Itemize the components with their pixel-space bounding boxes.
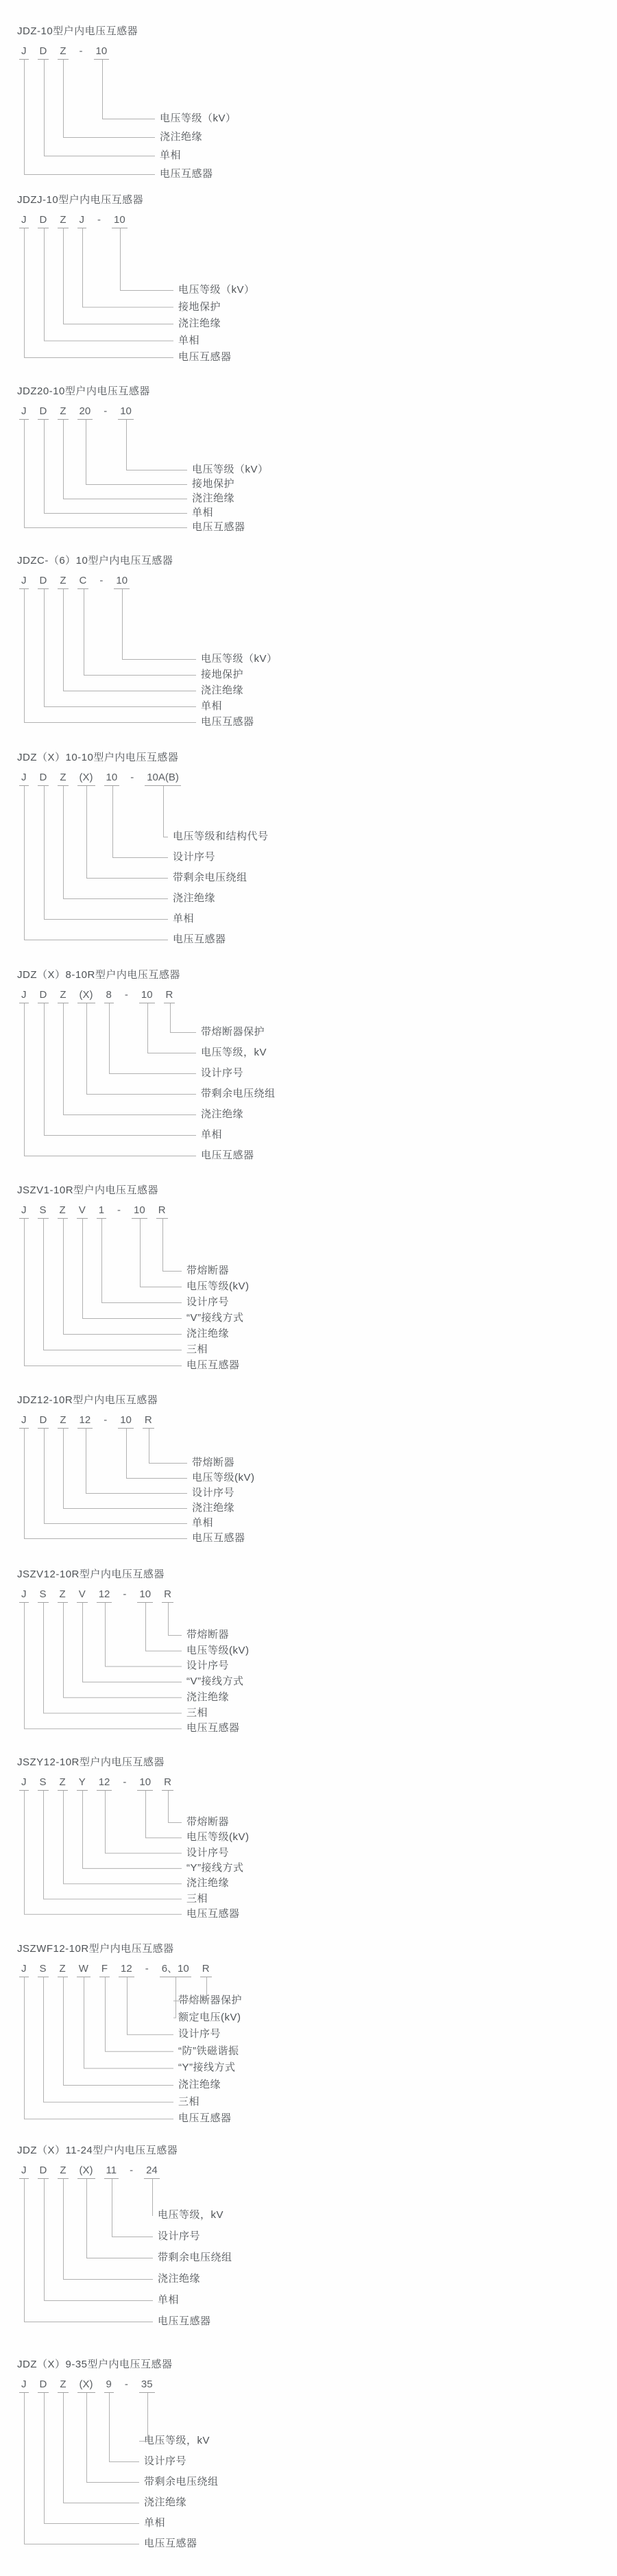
connector-line (25, 420, 188, 528)
connector-line (173, 1977, 176, 2018)
connector-line (164, 786, 169, 837)
code-meaning-label: 带剩余电压绕组 (158, 2252, 232, 2263)
code-meaning-label: 三相 (178, 2095, 200, 2108)
connector-line (64, 1791, 182, 1884)
code-token: J (19, 1776, 29, 1791)
code-meaning-label: 设计序号 (173, 851, 216, 863)
connector-line (64, 228, 174, 324)
code-token: J (19, 1963, 29, 1977)
code-meaning-label: 浇注绝缘 (186, 1877, 230, 1889)
code-meaning-label: 电压等级(kV) (186, 1644, 250, 1656)
code-token: (X) (77, 989, 95, 1003)
connector-lines (17, 1429, 192, 1541)
code-token: R (164, 989, 176, 1003)
code-token: J (19, 772, 29, 786)
connector-line (106, 1603, 182, 1667)
code-meaning-label: “V”接线方式 (186, 1312, 244, 1324)
model-section (17, 193, 607, 363)
connector-line (123, 589, 197, 660)
code-meaning-label: 单相 (192, 1517, 214, 1529)
code-separator: - (123, 1588, 127, 1600)
code-meaning-label: 浇注绝缘 (158, 2273, 201, 2285)
connector-line (25, 786, 169, 940)
model-section (17, 25, 607, 180)
connector-line (25, 1429, 188, 1539)
connector-line (64, 589, 197, 691)
connector-line (128, 1977, 174, 2035)
code-meaning-label: 浇注绝缘 (192, 1502, 235, 1514)
code-meaning-label: 电压互感器 (201, 1149, 254, 1161)
section-title: JSZV12-10R型户内电压互感器 (17, 1569, 165, 1580)
code-token: 10A(B) (145, 772, 181, 786)
code-meaning-label: “Y”接线方式 (186, 1861, 244, 1874)
code-separator: - (79, 45, 83, 57)
code-token: Z (58, 575, 68, 589)
connector-line (163, 1219, 182, 1272)
code-meaning-label: 带熔断器保护 (201, 1026, 265, 1038)
code-meaning-label: 带剩余电压绕组 (173, 872, 247, 883)
code-meaning-label: 带熔断器 (192, 1457, 235, 1468)
connector-line (64, 60, 156, 138)
code-token: Z (58, 45, 68, 60)
code-meaning-label: 设计序号 (186, 1660, 230, 1672)
code-token: V (77, 1588, 88, 1603)
code-meaning-label: 电压等级，kV (158, 2209, 224, 2221)
code-token: 10 (132, 1204, 147, 1219)
connector-line (127, 420, 188, 470)
code-meaning-label: 带剩余电压绕组 (201, 1088, 276, 1099)
code-token: 12 (119, 1963, 134, 1977)
code-token: D (38, 989, 49, 1003)
section-title: JSZV1-10R型户内电压互感器 (17, 1184, 159, 1196)
connector-lines (17, 228, 178, 360)
code-token: J (19, 1588, 29, 1603)
model-code-row (19, 772, 181, 786)
code-token: C (77, 575, 89, 589)
connector-lines (17, 1977, 178, 2122)
code-meaning-label: 单相 (173, 913, 195, 925)
code-meaning-label: 接地保护 (201, 669, 244, 680)
connector-line (25, 1219, 182, 1366)
connector-line (87, 2393, 140, 2483)
model-code-row (19, 2164, 160, 2179)
connector-line (102, 1219, 182, 1303)
model-section (17, 751, 607, 945)
code-meaning-label: 带熔断器保护 (178, 1994, 243, 2006)
code-meaning-label: 浇注绝缘 (178, 2079, 221, 2090)
connector-lines (17, 1003, 201, 1158)
connector-line (64, 1977, 174, 2086)
code-token: 10 (118, 405, 134, 420)
code-meaning-label: 单相 (192, 507, 214, 518)
connector-line (64, 1429, 188, 1509)
code-token: J (19, 405, 29, 420)
code-token: (X) (77, 772, 95, 786)
code-token: 10 (137, 1588, 153, 1603)
connector-line (87, 786, 169, 879)
code-meaning-label: 设计序号 (192, 1487, 235, 1499)
connector-line (25, 2393, 140, 2544)
connector-lines (17, 786, 173, 942)
connector-line (64, 786, 169, 899)
code-meaning-label: 电压互感器 (158, 2315, 211, 2327)
code-meaning-label: 电压互感器 (178, 351, 232, 363)
code-separator: - (130, 772, 134, 783)
code-token: 1 (97, 1204, 106, 1219)
code-meaning-label: 浇注绝缘 (201, 1108, 244, 1120)
code-meaning-label: 电压等级(kV) (192, 1472, 255, 1483)
section-title: JDZ（X）11-24型户内电压互感器 (17, 2145, 178, 2156)
code-meaning-label: 浇注绝缘 (178, 318, 221, 329)
code-meaning-label: 电压等级（kV） (201, 653, 278, 665)
connector-line (113, 786, 169, 858)
code-meaning-label: 电压互感器 (192, 521, 245, 533)
code-token: F (99, 1963, 110, 1977)
code-meaning-label: 设计序号 (144, 2455, 187, 2467)
code-token: J (19, 214, 29, 228)
code-token: R (200, 1963, 212, 1977)
connector-line (44, 1219, 182, 1350)
connector-line (141, 1219, 182, 1287)
code-meaning-label: 单相 (158, 2294, 180, 2306)
code-token: J (19, 989, 29, 1003)
connector-line (146, 1603, 182, 1651)
code-token: 10 (114, 575, 130, 589)
connector-line (64, 420, 188, 499)
connector-lines (17, 420, 192, 530)
code-separator: - (99, 575, 104, 586)
code-token: 35 (139, 2378, 155, 2393)
code-token: Z (58, 2164, 68, 2179)
code-meaning-label: 电压互感器 (173, 933, 226, 945)
connector-line (45, 2179, 154, 2301)
code-token: R (156, 1204, 168, 1219)
code-token: W (77, 1963, 90, 1977)
code-token: S (38, 1776, 49, 1791)
code-meaning-label: 电压等级，kV (144, 2435, 210, 2446)
model-code-row (19, 214, 128, 228)
connector-lines (17, 1603, 186, 1732)
code-token: 20 (77, 405, 93, 420)
connector-line (44, 1977, 174, 2102)
code-token: Z (58, 1963, 68, 1977)
model-section (17, 1942, 607, 2125)
code-meaning-label: 带熔断器 (186, 1629, 230, 1641)
connector-line (64, 1603, 182, 1697)
code-meaning-label: 接地保护 (192, 478, 235, 490)
connector-line (146, 1791, 182, 1838)
connector-line (103, 60, 156, 119)
section-title: JSZWF12-10R型户内电压互感器 (17, 1943, 174, 1955)
code-meaning-label: 接地保护 (178, 300, 221, 313)
model-code-row (19, 45, 109, 60)
code-token: R (143, 1414, 154, 1429)
section-title: JSZY12-10R型户内电压互感器 (17, 1756, 165, 1768)
code-meaning-label: 浇注绝缘 (144, 2496, 187, 2508)
code-meaning-label: 单相 (201, 1129, 223, 1141)
code-meaning-label: 电压互感器 (178, 2112, 232, 2125)
model-code-row (19, 1204, 168, 1219)
connector-line (87, 1003, 197, 1095)
code-separator: - (104, 405, 108, 417)
model-code-row (19, 1414, 154, 1429)
code-token: S (38, 1204, 49, 1219)
connector-line (110, 2393, 140, 2462)
connector-line (106, 1977, 174, 2051)
connector-lines (17, 60, 160, 177)
model-code-row (19, 989, 175, 1003)
code-separator: - (124, 989, 128, 1001)
code-meaning-label: 电压等级(kV) (186, 1831, 250, 1844)
code-separator: - (123, 1776, 127, 1788)
code-meaning-label: 设计序号 (158, 2230, 201, 2242)
code-meaning-label: 三相 (186, 1892, 208, 1905)
connector-line (153, 2179, 154, 2216)
code-meaning-label: 设计序号 (186, 1296, 230, 1308)
code-meaning-label: 单相 (160, 150, 182, 161)
connector-line (45, 786, 169, 920)
connector-line (25, 589, 197, 723)
connector-line (64, 1003, 197, 1115)
model-code-row (19, 1588, 173, 1603)
code-token: J (77, 214, 87, 228)
connector-line (45, 60, 156, 156)
model-section (17, 1394, 607, 1544)
code-token: J (19, 575, 29, 589)
code-meaning-label: 设计序号 (178, 2028, 221, 2040)
code-token: D (38, 1414, 49, 1429)
connector-line (45, 420, 188, 514)
code-token: D (38, 575, 49, 589)
code-token: 6、10 (160, 1963, 191, 1977)
code-token: S (38, 1963, 49, 1977)
code-separator: - (130, 2164, 134, 2176)
code-separator: - (97, 214, 101, 226)
connector-line (112, 2179, 154, 2237)
code-token: Z (58, 1776, 68, 1791)
code-token: 11 (104, 2164, 119, 2179)
code-token: D (38, 2378, 49, 2393)
model-code-row (19, 575, 130, 589)
connector-line (87, 2179, 154, 2258)
code-token: Z (58, 405, 68, 420)
code-meaning-label: 电压等级和结构代号 (173, 831, 269, 842)
code-token: D (38, 772, 49, 786)
code-meaning-label: 浇注绝缘 (173, 892, 216, 904)
code-meaning-label: 单相 (201, 700, 223, 712)
model-section (17, 1184, 607, 1371)
section-title: JDZ（X）9-35型户内电压互感器 (17, 2359, 173, 2370)
code-token: Z (58, 214, 68, 228)
section-title: JDZ20-10型户内电压互感器 (17, 385, 150, 397)
code-token: (X) (77, 2164, 95, 2179)
code-meaning-label: 设计序号 (201, 1067, 244, 1079)
code-token: D (38, 2164, 49, 2179)
code-meaning-label: 电压等级(kV) (186, 1280, 250, 1292)
code-token: Z (58, 2378, 68, 2393)
code-token: 12 (97, 1776, 112, 1791)
connector-line (44, 1791, 182, 1899)
connector-line (83, 228, 174, 307)
connector-lines (17, 2393, 144, 2547)
connector-line (44, 1603, 182, 1713)
connector-line (148, 1003, 197, 1053)
connector-lines (17, 1219, 186, 1368)
connector-line (64, 1219, 182, 1335)
code-token: 12 (77, 1414, 93, 1429)
model-code-row (19, 1776, 173, 1791)
code-token: J (19, 2164, 29, 2179)
connector-line (84, 1977, 174, 2068)
code-token: D (38, 214, 49, 228)
section-title: JDZ（X）10-10型户内电压互感器 (17, 752, 179, 763)
connector-lines (17, 589, 201, 725)
code-token: 10 (112, 214, 128, 228)
connector-line (127, 1429, 188, 1479)
connector-line (45, 1429, 188, 1524)
code-meaning-label: 浇注绝缘 (192, 492, 235, 504)
code-token: Z (58, 1414, 68, 1429)
connector-line (25, 1791, 182, 1914)
code-separator: - (124, 2378, 128, 2390)
code-meaning-label: 带熔断器 (186, 1265, 230, 1276)
code-token: (X) (77, 2378, 95, 2393)
code-token: 24 (144, 2164, 160, 2179)
code-meaning-label: 单相 (178, 334, 200, 346)
code-token: Z (58, 989, 68, 1003)
code-separator: - (117, 1204, 121, 1216)
code-meaning-label: 浇注绝缘 (186, 1328, 230, 1339)
section-title: JDZJ-10型户内电压互感器 (17, 194, 144, 206)
code-meaning-label: 设计序号 (186, 1846, 230, 1859)
code-token: Z (58, 772, 68, 786)
model-code-row (19, 2378, 155, 2393)
code-token: V (77, 1204, 88, 1219)
connector-line (110, 1003, 197, 1074)
code-token: J (19, 1414, 29, 1429)
code-token: 10 (104, 772, 120, 786)
connector-line (25, 1603, 182, 1729)
code-token: D (38, 45, 49, 60)
code-token: D (38, 405, 49, 420)
connector-line (45, 1003, 197, 1136)
code-meaning-label: 浇注绝缘 (201, 684, 244, 696)
code-meaning-label: 电压等级，kV (201, 1047, 267, 1058)
connector-line (25, 1977, 174, 2119)
code-meaning-label: 额定电压(kV) (178, 2011, 241, 2023)
code-separator: - (104, 1414, 108, 1426)
model-section (17, 1756, 607, 1920)
model-section (17, 2144, 607, 2327)
code-meaning-label: 电压互感器 (201, 716, 254, 728)
code-token: 12 (97, 1588, 112, 1603)
code-token: R (162, 1776, 173, 1791)
connector-line (84, 589, 197, 676)
connector-line (169, 1791, 182, 1823)
code-meaning-label: 电压互感器 (186, 1722, 240, 1734)
code-meaning-label: 带熔断器 (186, 1816, 230, 1828)
code-meaning-label: 电压互感器 (192, 1532, 245, 1544)
code-token: 10 (137, 1776, 153, 1791)
connector-line (121, 228, 174, 291)
code-token: J (19, 1204, 29, 1219)
connector-lines (17, 2179, 158, 2324)
code-meaning-label: 浇注绝缘 (186, 1691, 230, 1703)
connector-line (64, 2393, 140, 2503)
code-token: R (162, 1588, 173, 1603)
code-token: 9 (104, 2378, 114, 2393)
code-token: J (19, 45, 29, 60)
code-meaning-label: 电压等级（kV） (178, 284, 255, 296)
model-section (17, 385, 607, 533)
code-meaning-label: 电压等级（kV） (192, 464, 269, 475)
code-meaning-label: 浇注绝缘 (160, 131, 203, 143)
code-meaning-label: 单相 (144, 2517, 166, 2529)
section-title: JDZ（X）8-10R型户内电压互感器 (17, 969, 180, 981)
model-section (17, 1568, 607, 1734)
connector-line (83, 1219, 182, 1319)
code-meaning-label: 三相 (186, 1344, 208, 1355)
connector-line (45, 2393, 140, 2524)
connector-line (86, 420, 188, 485)
code-separator: - (145, 1963, 149, 1975)
code-token: Z (58, 1588, 68, 1603)
connector-line (169, 1603, 182, 1636)
code-meaning-label: “防”铁磁谐振 (178, 2044, 239, 2057)
section-title: JDZC-（6）10型户内电压互感器 (17, 555, 173, 567)
code-token: 10 (139, 989, 155, 1003)
code-token: J (19, 2378, 29, 2393)
code-meaning-label: 电压互感器 (186, 1907, 240, 1920)
model-code-row (19, 405, 134, 420)
connector-line (149, 1429, 188, 1464)
connector-line (171, 1003, 197, 1033)
connector-line (86, 1429, 188, 1494)
model-section (17, 2358, 607, 2549)
connector-line (64, 2179, 154, 2280)
code-token: 10 (118, 1414, 134, 1429)
connector-line (106, 1791, 182, 1853)
code-meaning-label: 电压互感器 (160, 168, 213, 180)
connector-line (83, 1603, 182, 1682)
code-meaning-label: 三相 (186, 1706, 208, 1719)
connector-line (25, 228, 174, 358)
section-title: JDZ12-10R型户内电压互感器 (17, 1394, 158, 1406)
code-token: 10 (94, 45, 110, 60)
connector-lines (17, 1791, 186, 1917)
connector-line (83, 1791, 182, 1868)
connector-line (45, 589, 197, 707)
code-meaning-label: 电压互感器 (186, 1359, 240, 1371)
code-meaning-label: 电压等级（kV） (160, 112, 237, 124)
model-code-row (19, 1963, 212, 1977)
code-meaning-label: “V”接线方式 (186, 1675, 244, 1688)
section-title: JDZ-10型户内电压互感器 (17, 25, 138, 37)
code-token: Y (77, 1776, 88, 1791)
code-token: 8 (104, 989, 114, 1003)
code-token: S (38, 1588, 49, 1603)
model-section (17, 554, 607, 728)
code-meaning-label: “Y”接线方式 (178, 2062, 236, 2074)
model-section (17, 968, 607, 1161)
code-token: Z (58, 1204, 68, 1219)
code-meaning-label: 带剩余电压绕组 (144, 2476, 219, 2488)
code-meaning-label: 电压互感器 (144, 2538, 197, 2549)
